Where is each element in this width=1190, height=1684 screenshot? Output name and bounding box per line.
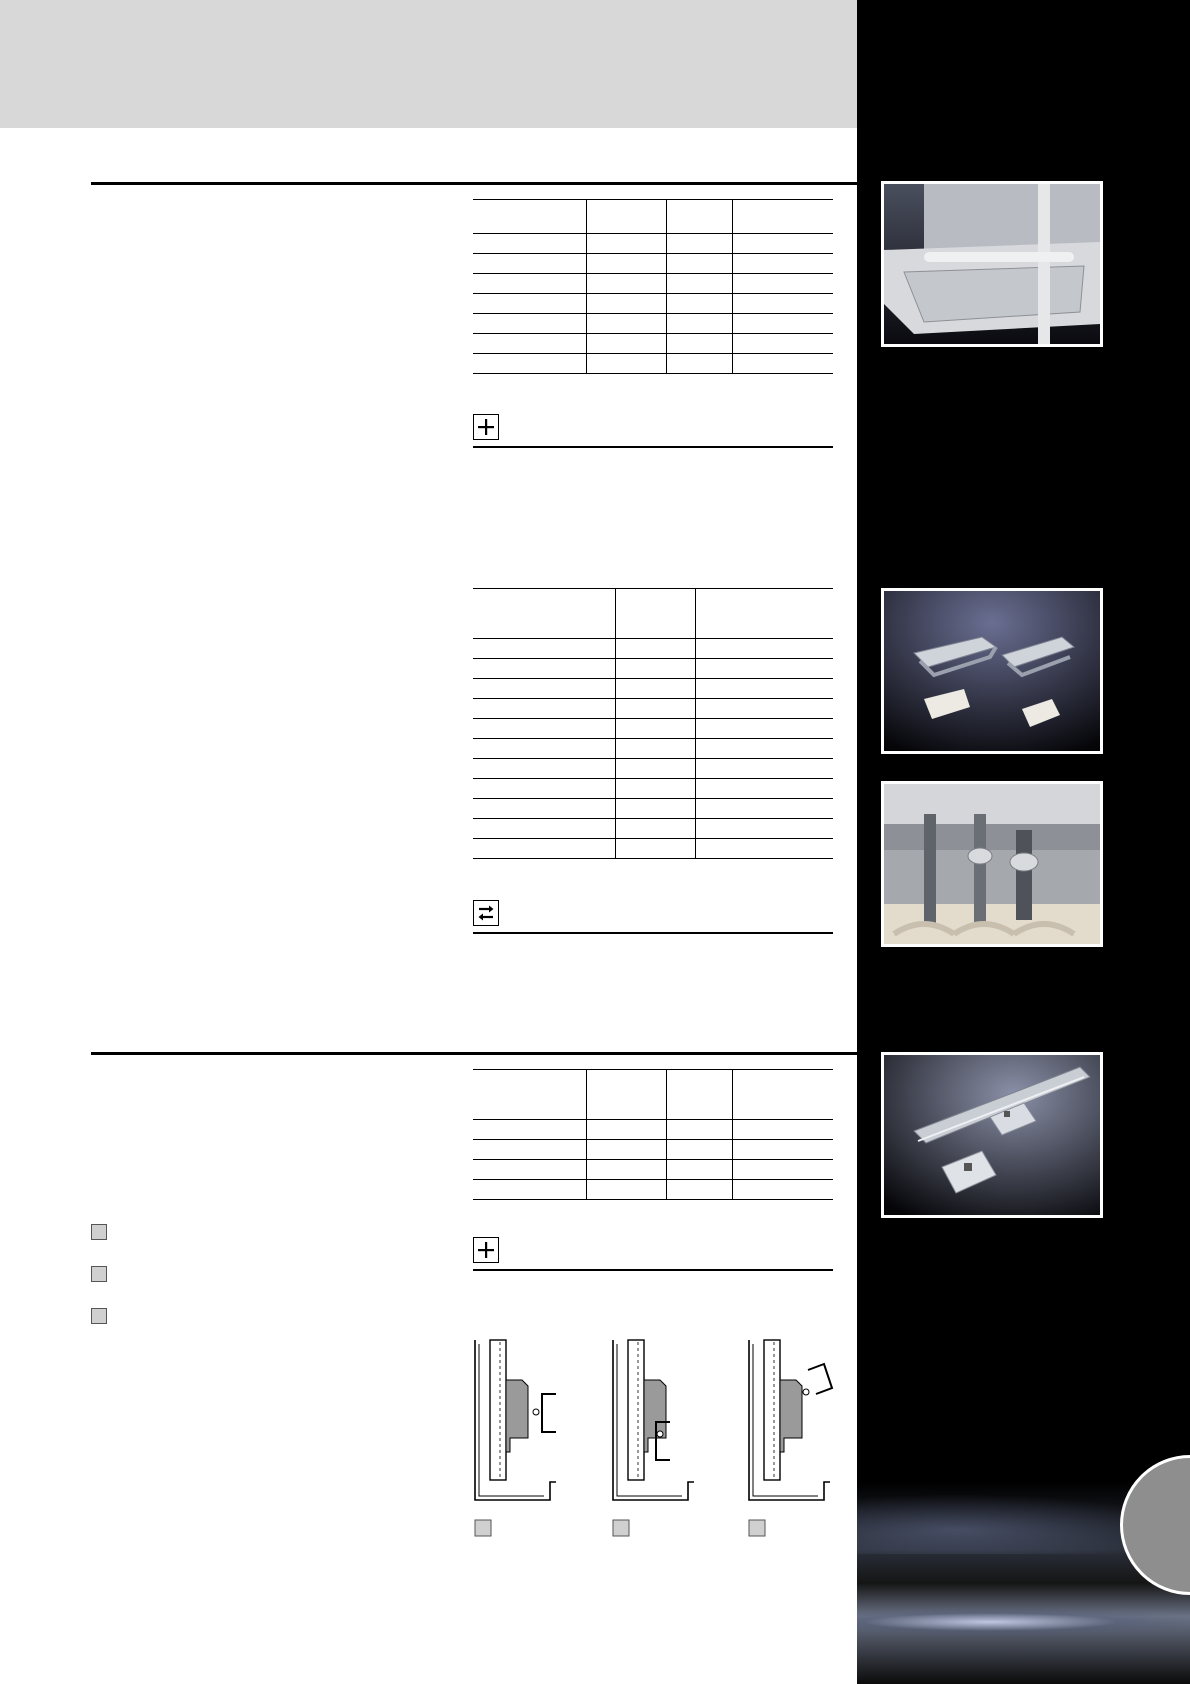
table-cell <box>666 254 732 274</box>
table-header-cell <box>666 200 732 234</box>
side-band-highlight <box>857 1608 1190 1636</box>
table-cell <box>732 274 833 294</box>
table-cell <box>666 314 732 334</box>
cable-clamps-mounted-photo <box>881 781 1103 947</box>
table-cell <box>586 314 666 334</box>
table-header-row <box>473 200 833 234</box>
diagram-panel-1 <box>475 1340 556 1536</box>
table-cell <box>473 679 615 699</box>
table-cell <box>615 799 695 819</box>
table-cell <box>695 759 833 779</box>
table-row <box>473 759 833 779</box>
table-cell <box>732 294 833 314</box>
table-cell <box>473 1140 586 1160</box>
table-cell <box>695 699 833 719</box>
related-icon-box <box>473 900 499 926</box>
accessory-rule <box>473 446 833 448</box>
table-cell <box>586 274 666 294</box>
table-cell <box>695 639 833 659</box>
spec-table-a <box>473 199 833 374</box>
section-2-rule <box>91 1052 857 1055</box>
table-row <box>473 659 833 679</box>
table-row <box>473 1180 833 1200</box>
table-row <box>473 739 833 759</box>
table-header-cell <box>473 200 586 234</box>
table-cell <box>473 699 615 719</box>
header-band <box>0 0 857 128</box>
accessory-rule-2 <box>473 1269 833 1271</box>
table-header-cell <box>586 200 666 234</box>
table-row <box>473 819 833 839</box>
table-cell <box>732 334 833 354</box>
related-rule <box>473 932 833 934</box>
cable-clamp-rails-photo <box>881 588 1103 754</box>
table-row <box>473 639 833 659</box>
table-cell <box>586 234 666 254</box>
table-row <box>473 254 833 274</box>
table-cell <box>586 354 666 374</box>
table-cell <box>473 1180 586 1200</box>
enclosure-gland-plate-photo <box>881 181 1103 347</box>
table-cell <box>586 1120 666 1140</box>
table-row <box>473 1140 833 1160</box>
table-cell <box>473 659 615 679</box>
table-cell <box>473 294 586 314</box>
plus-icon <box>476 417 496 437</box>
table-row <box>473 334 833 354</box>
table-cell <box>615 739 695 759</box>
table-cell <box>666 354 732 374</box>
table-header-cell <box>586 1070 666 1120</box>
table-row <box>473 839 833 859</box>
table-cell <box>615 699 695 719</box>
table-cell <box>695 819 833 839</box>
table-cell <box>473 314 586 334</box>
table-cell <box>473 254 586 274</box>
table-cell <box>615 839 695 859</box>
table-header-cell <box>615 589 695 639</box>
option-marker-2 <box>91 1266 107 1282</box>
diagram-panel-2 <box>613 1340 694 1536</box>
table-cell <box>732 354 833 374</box>
table-cell <box>666 1140 732 1160</box>
table-row <box>473 679 833 699</box>
table-cell <box>473 234 586 254</box>
table-row <box>473 354 833 374</box>
table-header-cell <box>732 1070 833 1120</box>
table-cell <box>586 1140 666 1160</box>
table-cell <box>732 234 833 254</box>
table-cell <box>695 839 833 859</box>
table-cell <box>615 819 695 839</box>
table-cell <box>695 719 833 739</box>
table-cell <box>695 659 833 679</box>
table-header-cell <box>666 1070 732 1120</box>
table-cell <box>473 1160 586 1180</box>
table-row <box>473 719 833 739</box>
table-cell <box>473 334 586 354</box>
table-row <box>473 699 833 719</box>
table-cell <box>666 234 732 254</box>
table-cell <box>473 839 615 859</box>
table-row <box>473 274 833 294</box>
table-cell <box>732 1180 833 1200</box>
table-cell <box>615 639 695 659</box>
table-header-row <box>473 589 833 639</box>
table-cell <box>586 294 666 314</box>
table-cell <box>666 1120 732 1140</box>
table-row <box>473 799 833 819</box>
table-row <box>473 1160 833 1180</box>
table-cell <box>732 1120 833 1140</box>
accessory-icon-box <box>473 414 499 440</box>
table-cell <box>473 759 615 779</box>
table-header-cell <box>473 589 615 639</box>
table-header-row <box>473 1070 833 1120</box>
option-marker-3 <box>91 1308 107 1324</box>
table-cell <box>473 819 615 839</box>
table-cell <box>666 1180 732 1200</box>
table-cell <box>732 314 833 334</box>
c-rail-brackets-photo <box>881 1052 1103 1218</box>
plus-icon <box>476 1240 496 1260</box>
table-cell <box>473 799 615 819</box>
accessory-icon-box-2 <box>473 1237 499 1263</box>
table-row <box>473 234 833 254</box>
table-cell <box>586 334 666 354</box>
table-cell <box>695 739 833 759</box>
table-cell <box>615 659 695 679</box>
table-cell <box>666 1160 732 1180</box>
diagram-panel-3 <box>749 1340 832 1536</box>
table-cell <box>473 779 615 799</box>
table-cell <box>666 334 732 354</box>
table-cell <box>615 719 695 739</box>
table-cell <box>615 759 695 779</box>
table-header-cell <box>732 200 833 234</box>
table-cell <box>615 679 695 699</box>
table-cell <box>586 1180 666 1200</box>
table-row <box>473 1120 833 1140</box>
table-row <box>473 294 833 314</box>
option-marker-1 <box>91 1224 107 1240</box>
table-cell <box>473 739 615 759</box>
table-cell <box>666 274 732 294</box>
table-cell <box>473 639 615 659</box>
table-header-cell <box>473 1070 586 1120</box>
table-cell <box>695 779 833 799</box>
table-cell <box>473 719 615 739</box>
table-cell <box>615 779 695 799</box>
table-row <box>473 314 833 334</box>
table-cell <box>732 254 833 274</box>
table-cell <box>586 254 666 274</box>
table-row <box>473 779 833 799</box>
mounting-diagrams <box>470 1330 840 1540</box>
swap-arrows-icon <box>476 903 496 923</box>
table-cell <box>732 1160 833 1180</box>
table-cell <box>695 799 833 819</box>
table-cell <box>473 354 586 374</box>
spec-table-c <box>473 1069 833 1200</box>
table-cell <box>732 1140 833 1160</box>
table-cell <box>586 1160 666 1180</box>
table-cell <box>473 274 586 294</box>
table-header-cell <box>695 589 833 639</box>
spec-table-b <box>473 588 833 859</box>
table-cell <box>695 679 833 699</box>
table-cell <box>666 294 732 314</box>
table-cell <box>473 1120 586 1140</box>
section-1-rule <box>91 182 857 185</box>
